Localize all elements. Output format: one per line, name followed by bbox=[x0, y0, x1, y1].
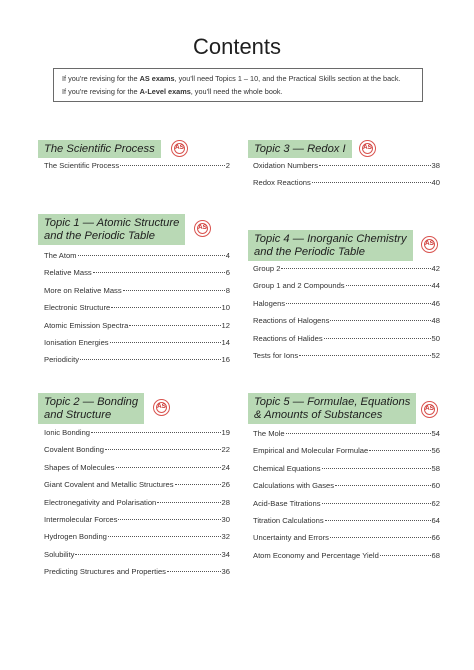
note-line-as: If you're revising for the AS exams, you'll need Topics 1 – 10, and the Practical Skills section at the back. bbox=[62, 74, 401, 83]
toc-entry[interactable] bbox=[253, 264, 440, 281]
page-number: 28 bbox=[221, 497, 230, 507]
toc-entry[interactable] bbox=[253, 533, 440, 550]
entry-list bbox=[253, 264, 440, 368]
section-banner: Topic 1 — Atomic Structure and the Periodic Table bbox=[38, 214, 185, 245]
dot-leader bbox=[93, 272, 225, 273]
dot-leader bbox=[111, 307, 220, 308]
section-topic-3 bbox=[248, 140, 440, 188]
dot-leader bbox=[330, 537, 431, 538]
section-topic-2 bbox=[38, 393, 230, 577]
dot-leader bbox=[325, 520, 431, 521]
entry-title: Reactions of Halides bbox=[253, 333, 323, 343]
toc-entry[interactable] bbox=[44, 498, 230, 515]
note-line-alevel: If you're revising for the A-Level exams, you'll need the whole book. bbox=[62, 87, 283, 96]
page-number: 46 bbox=[431, 298, 440, 308]
page-number: 66 bbox=[431, 533, 440, 543]
toc-entry[interactable] bbox=[253, 334, 440, 351]
page-number: 16 bbox=[221, 355, 230, 365]
entry-list bbox=[44, 251, 230, 373]
toc-entry[interactable] bbox=[44, 532, 230, 549]
toc-entry[interactable] bbox=[44, 355, 230, 372]
toc-entry[interactable] bbox=[44, 251, 230, 268]
page-title: Contents bbox=[192, 34, 282, 59]
toc-entry[interactable] bbox=[44, 445, 230, 462]
page-number: 34 bbox=[221, 549, 230, 559]
entry-title: Calculations with Gases bbox=[253, 481, 335, 491]
entry-title: Uncertainty and Errors bbox=[253, 533, 329, 543]
entry-title: Empirical and Molecular Formulae bbox=[253, 446, 369, 456]
dot-leader bbox=[286, 303, 430, 304]
toc-entry[interactable] bbox=[253, 446, 440, 463]
entry-list bbox=[253, 161, 440, 196]
toc-entry[interactable] bbox=[44, 428, 230, 445]
page-number: 62 bbox=[431, 498, 440, 508]
page-number: 52 bbox=[431, 350, 440, 360]
page-number: 54 bbox=[431, 429, 440, 438]
page-number: 38 bbox=[431, 161, 440, 170]
section-banner: Topic 5 — Formulae, Equations & Amounts of Substances bbox=[248, 393, 416, 424]
entry-title: Reactions of Halogens bbox=[253, 316, 330, 326]
toc-entry[interactable] bbox=[44, 515, 230, 532]
section-banner: Topic 2 — Bonding and Structure bbox=[38, 393, 144, 424]
toc-entry[interactable] bbox=[44, 338, 230, 355]
entry-title: Halogens bbox=[253, 298, 286, 308]
toc-entry[interactable] bbox=[253, 551, 440, 568]
as-badge-icon: AS bbox=[421, 236, 438, 253]
entry-title: The Scientific Process bbox=[44, 161, 120, 170]
entry-title: Chemical Equations bbox=[253, 463, 321, 473]
dot-leader bbox=[123, 290, 225, 291]
dot-leader bbox=[286, 433, 431, 434]
entry-title: Relative Mass bbox=[44, 268, 92, 278]
entry-title: Covalent Bonding bbox=[44, 445, 104, 455]
entry-title: Tests for Ions bbox=[253, 350, 299, 360]
page-number: 19 bbox=[221, 428, 230, 437]
toc-entry[interactable] bbox=[253, 299, 440, 316]
toc-entry[interactable] bbox=[44, 480, 230, 497]
entry-title: Ionic Bonding bbox=[44, 428, 91, 437]
page-number: 40 bbox=[431, 178, 440, 188]
page-number: 24 bbox=[221, 462, 230, 472]
entry-title: Oxidation Numbers bbox=[253, 161, 318, 170]
dot-leader bbox=[175, 484, 221, 485]
entry-title: Periodicity bbox=[44, 355, 80, 365]
entry-title: Hydrogen Bonding bbox=[44, 532, 107, 542]
entry-title: The Mole bbox=[253, 429, 285, 438]
entry-title: More on Relative Mass bbox=[44, 285, 122, 295]
dot-leader bbox=[380, 555, 431, 556]
page-number: 2 bbox=[225, 161, 230, 170]
entry-title: Titration Calculations bbox=[253, 515, 324, 525]
page-number: 44 bbox=[431, 281, 440, 291]
section-banner: Topic 3 — Redox I bbox=[248, 140, 352, 158]
dot-leader bbox=[129, 325, 220, 326]
toc-entry[interactable] bbox=[253, 351, 440, 368]
page-number: 50 bbox=[431, 333, 440, 343]
section-topic-4 bbox=[248, 230, 440, 360]
page-number: 48 bbox=[431, 316, 440, 326]
toc-entry[interactable] bbox=[44, 550, 230, 567]
dot-leader bbox=[281, 268, 430, 269]
entry-title: Atom Economy and Percentage Yield bbox=[253, 550, 379, 560]
entry-list bbox=[253, 429, 440, 568]
toc-entry[interactable] bbox=[44, 303, 230, 320]
section-banner: The Scientific Process bbox=[38, 140, 161, 158]
page-number: 12 bbox=[221, 320, 230, 330]
dot-leader bbox=[105, 449, 221, 450]
dot-leader bbox=[80, 359, 221, 360]
entry-list bbox=[44, 161, 230, 178]
section-banner: Topic 4 — Inorganic Chemistry and the Periodic Table bbox=[248, 230, 413, 261]
as-badge-icon: AS bbox=[171, 140, 188, 157]
dot-leader bbox=[118, 519, 220, 520]
toc-entry[interactable] bbox=[253, 464, 440, 481]
page-number: 68 bbox=[431, 550, 440, 560]
as-badge-icon: AS bbox=[359, 140, 376, 157]
entry-list bbox=[44, 428, 230, 585]
toc-entry[interactable] bbox=[253, 316, 440, 333]
dot-leader bbox=[330, 320, 430, 321]
dot-leader bbox=[75, 554, 220, 555]
entry-title: Solubility bbox=[44, 549, 75, 559]
as-badge-icon: AS bbox=[421, 401, 438, 418]
dot-leader bbox=[157, 502, 220, 503]
toc-entry[interactable] bbox=[44, 286, 230, 303]
entry-title: Ionisation Energies bbox=[44, 337, 109, 347]
page-number: 26 bbox=[221, 480, 230, 490]
as-badge-icon: AS bbox=[153, 399, 170, 416]
exam-note-box bbox=[53, 68, 423, 102]
page-number: 60 bbox=[431, 481, 440, 491]
entry-title: Shapes of Molecules bbox=[44, 462, 115, 472]
page-number: 36 bbox=[221, 567, 230, 577]
entry-title: Intermolecular Forces bbox=[44, 514, 118, 524]
page-number: 10 bbox=[221, 303, 230, 313]
entry-title: Redox Reactions bbox=[253, 178, 311, 188]
page-number: 56 bbox=[431, 446, 440, 456]
entry-title: Acid-Base Titrations bbox=[253, 498, 321, 508]
dot-leader bbox=[319, 165, 431, 166]
dot-leader bbox=[116, 467, 221, 468]
dot-leader bbox=[322, 503, 431, 504]
dot-leader bbox=[110, 342, 221, 343]
toc-entry[interactable] bbox=[44, 161, 230, 178]
dot-leader bbox=[91, 432, 221, 433]
toc-entry[interactable] bbox=[253, 281, 440, 298]
section-topic-5 bbox=[248, 393, 440, 560]
toc-entry[interactable] bbox=[44, 463, 230, 480]
toc-entry[interactable] bbox=[253, 178, 440, 195]
section-scientific-process bbox=[38, 140, 230, 170]
dot-leader bbox=[167, 571, 221, 572]
dot-leader bbox=[108, 536, 221, 537]
dot-leader bbox=[299, 355, 430, 356]
page-number: 64 bbox=[431, 515, 440, 525]
page-number: 42 bbox=[431, 264, 440, 273]
toc-entry[interactable] bbox=[44, 268, 230, 285]
toc-entry[interactable] bbox=[253, 481, 440, 498]
page-number: 6 bbox=[225, 268, 230, 278]
entry-title: Group 2 bbox=[253, 264, 281, 273]
page-number: 22 bbox=[221, 445, 230, 455]
entry-title: The Atom bbox=[44, 251, 77, 260]
dot-leader bbox=[369, 450, 430, 451]
entry-title: Electronic Structure bbox=[44, 303, 111, 313]
entry-title: Group 1 and 2 Compounds bbox=[253, 281, 345, 291]
section-topic-1 bbox=[38, 214, 230, 365]
page-number: 14 bbox=[221, 337, 230, 347]
dot-leader bbox=[322, 468, 431, 469]
page-number: 58 bbox=[431, 463, 440, 473]
page-number: 30 bbox=[221, 514, 230, 524]
dot-leader bbox=[346, 285, 431, 286]
toc-entry[interactable] bbox=[253, 516, 440, 533]
as-badge-icon: AS bbox=[194, 220, 211, 237]
dot-leader bbox=[312, 182, 431, 183]
toc-entry[interactable] bbox=[44, 321, 230, 338]
entry-title: Electronegativity and Polarisation bbox=[44, 497, 157, 507]
dot-leader bbox=[78, 255, 225, 256]
dot-leader bbox=[335, 485, 431, 486]
entry-title: Predicting Structures and Properties bbox=[44, 567, 166, 577]
dot-leader bbox=[324, 338, 431, 339]
toc-entry[interactable] bbox=[44, 567, 230, 584]
page-number: 4 bbox=[225, 251, 230, 260]
page-number: 8 bbox=[225, 285, 230, 295]
entry-title: Atomic Emission Spectra bbox=[44, 320, 129, 330]
dot-leader bbox=[120, 165, 225, 166]
page-number: 32 bbox=[221, 532, 230, 542]
toc-entry[interactable] bbox=[253, 429, 440, 446]
toc-entry[interactable] bbox=[253, 161, 440, 178]
entry-title: Giant Covalent and Metallic Structures bbox=[44, 480, 174, 490]
toc-entry[interactable] bbox=[253, 499, 440, 516]
